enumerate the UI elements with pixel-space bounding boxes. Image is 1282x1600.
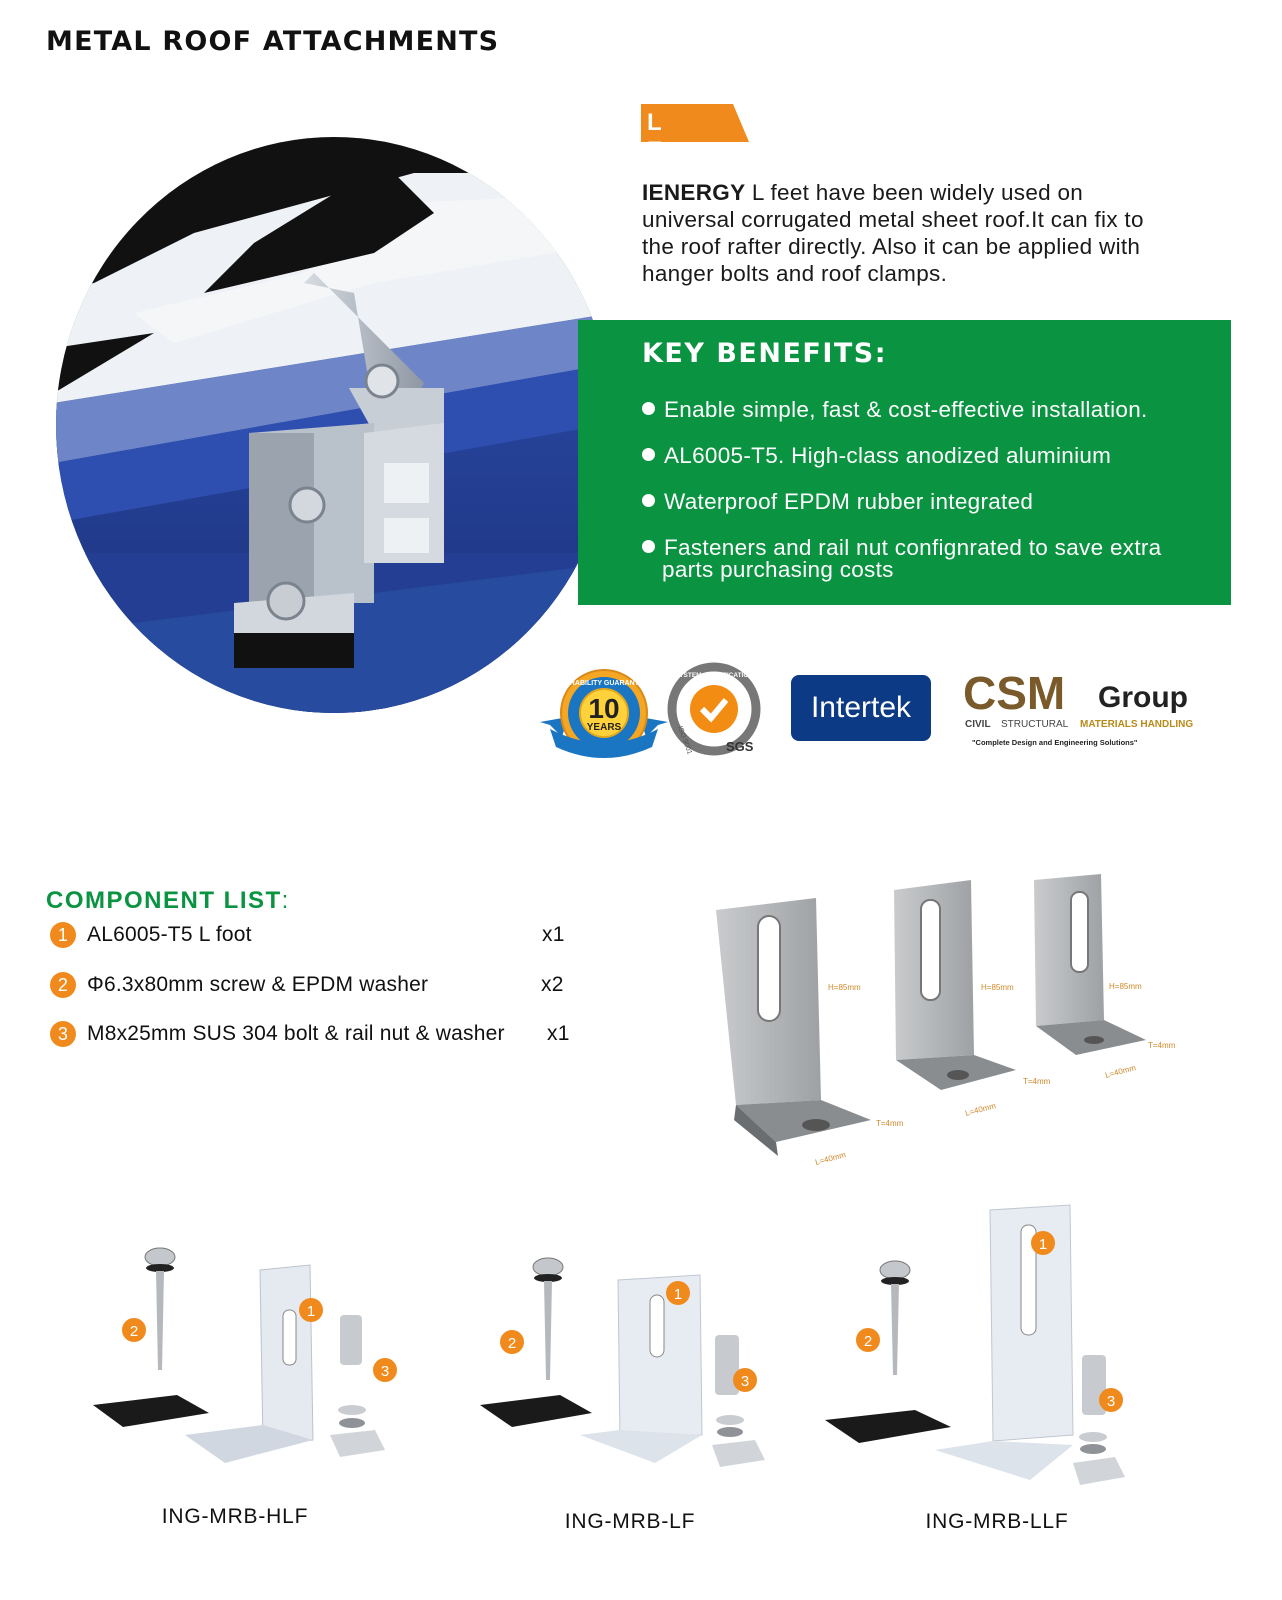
component-list-title: COMPONENT LIST: xyxy=(46,887,290,914)
svg-text:L=40mm: L=40mm xyxy=(1104,1063,1137,1080)
csm-group-logo xyxy=(963,667,1193,747)
hero-product-illustration xyxy=(54,133,614,713)
l-foot-large xyxy=(716,898,904,1167)
intro-line: L feet have been widely used on xyxy=(745,180,1084,205)
svg-text:H=85mm: H=85mm xyxy=(981,983,1014,992)
callout-2: 2 xyxy=(507,1335,517,1352)
bullet-icon xyxy=(642,494,655,507)
durability-guarantee-seal xyxy=(540,670,668,758)
svg-text:H=85mm: H=85mm xyxy=(1109,982,1142,991)
intro-line: hanger bolts and roof clamps. xyxy=(642,261,948,286)
intertek-text: Intertek xyxy=(810,691,912,724)
csm-group: Group xyxy=(1098,681,1188,714)
svg-text:DURABILITY GUARANTEE: DURABILITY GUARANTEE xyxy=(559,680,649,687)
certification-logos xyxy=(540,667,1240,777)
component-item xyxy=(50,922,570,950)
variant-code: ING-MRB-LF xyxy=(564,1510,696,1533)
svg-text:L=40mm: L=40mm xyxy=(964,1101,997,1118)
callout-1: 1 xyxy=(1038,1236,1048,1253)
benefit-item: Fasteners and rail nut confignrated to save extra parts purchasing costs xyxy=(642,537,1227,581)
variant-llf xyxy=(835,1205,1215,1575)
bullet-icon xyxy=(642,448,655,461)
svg-text:T=4mm: T=4mm xyxy=(1148,1041,1176,1050)
intro-line: universal corrugated metal sheet roof.It can fix to xyxy=(642,207,1144,232)
key-benefits-title: KEY BENEFITS: xyxy=(642,338,888,369)
callout-3: 3 xyxy=(380,1363,390,1380)
svg-text:MATERIALS HANDLING: MATERIALS HANDLING xyxy=(1080,719,1194,730)
component-name: AL6005-T5 L foot xyxy=(87,923,252,946)
csm-letters: CSM xyxy=(963,667,1066,719)
page-title: METAL ROOF ATTACHMENTS xyxy=(46,26,500,57)
variant-code: ING-MRB-LLF xyxy=(925,1510,1069,1533)
l-foot-base xyxy=(935,1441,1073,1480)
screw-icon xyxy=(533,1258,563,1380)
item-number-badge: 2 xyxy=(50,972,76,998)
component-qty: x2 xyxy=(541,973,564,996)
svg-text:CIVIL: CIVIL xyxy=(965,719,991,730)
component-qty: x1 xyxy=(542,923,565,946)
screw-icon xyxy=(145,1248,175,1370)
lf-kit-illustration xyxy=(480,1235,800,1485)
sgs-iso-text: ISO 9001 xyxy=(676,725,693,756)
variant-lf xyxy=(450,1235,830,1575)
variant-hlf xyxy=(55,1235,435,1575)
benefit-item: Waterproof EPDM rubber integrated xyxy=(642,491,1227,513)
l-foot-base xyxy=(580,1430,702,1463)
intertek-logo xyxy=(791,675,931,741)
svg-text:"Complete Design and Engineeri: "Complete Design and Engineering Solutions" xyxy=(972,738,1138,747)
item-number-badge: 3 xyxy=(50,1021,76,1047)
bullet-icon xyxy=(642,540,655,553)
bullet-icon xyxy=(642,402,655,415)
benefit-item-continued: parts purchasing costs xyxy=(662,557,894,582)
sgs-top-text: SYSTEM CERTIFICATION xyxy=(674,672,754,679)
key-benefits-panel xyxy=(578,320,1231,605)
badge-label: L Foot xyxy=(647,109,703,164)
intro-line: the roof rafter directly. Also it can be applied with xyxy=(642,234,1141,259)
callout-2: 2 xyxy=(863,1333,873,1350)
screw-icon xyxy=(880,1261,910,1375)
seal-number: 10 xyxy=(588,693,620,724)
seal-unit: YEARS xyxy=(586,722,622,733)
epdm-washer xyxy=(480,1395,592,1427)
epdm-washer xyxy=(93,1395,209,1427)
product-intro xyxy=(642,179,1222,287)
component-item xyxy=(50,1021,580,1049)
component-qty: x1 xyxy=(547,1022,570,1045)
benefit-item: Enable simple, fast & cost-effective installation. xyxy=(642,399,1227,421)
llf-kit-illustration xyxy=(825,1205,1155,1495)
dim-l-label: L=40mm xyxy=(814,1150,847,1167)
variant-code: ING-MRB-HLF xyxy=(161,1505,309,1528)
sgs-brand: SGS xyxy=(726,739,754,754)
hlf-kit-illustration xyxy=(85,1235,390,1485)
callout-2: 2 xyxy=(129,1323,139,1340)
component-name: Φ6.3x80mm screw & EPDM washer xyxy=(87,973,429,996)
intro-brand: IENERGY xyxy=(642,180,746,205)
epdm-washer xyxy=(825,1410,951,1443)
svg-text:T=4mm: T=4mm xyxy=(1023,1077,1051,1086)
sgs-iso-logo xyxy=(672,667,756,756)
benefit-item: AL6005-T5. High-class anodized aluminium xyxy=(642,445,1227,467)
component-item xyxy=(50,972,570,1000)
callout-3: 3 xyxy=(740,1373,750,1390)
callout-1: 1 xyxy=(306,1303,316,1320)
svg-text:STRUCTURAL: STRUCTURAL xyxy=(1001,719,1069,730)
component-name: M8x25mm SUS 304 bolt & rail nut & washer xyxy=(87,1022,505,1045)
l-foot-medium xyxy=(894,880,1051,1118)
l-foot-dimension-drawings xyxy=(716,880,1211,1190)
dim-t-label: T=4mm xyxy=(876,1119,904,1128)
dim-h-label: H=85mm xyxy=(828,983,861,992)
callout-1: 1 xyxy=(673,1286,683,1303)
item-number-badge: 1 xyxy=(50,922,76,948)
callout-3: 3 xyxy=(1106,1393,1116,1410)
l-foot-small xyxy=(1034,874,1176,1080)
